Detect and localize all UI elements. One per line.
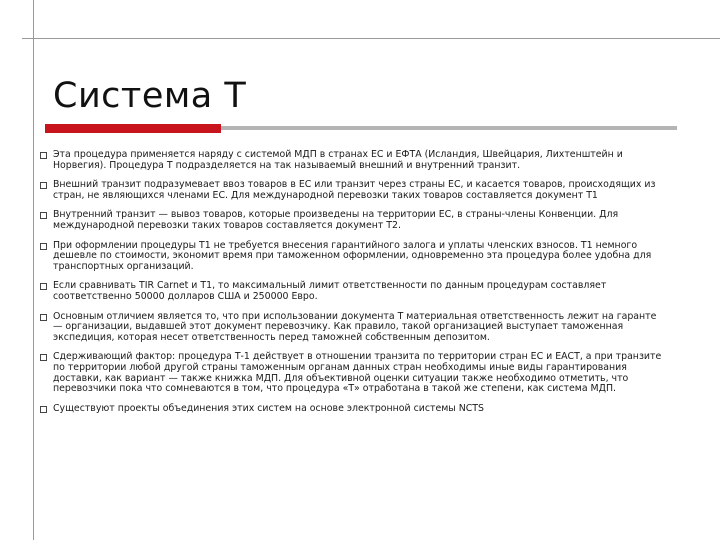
frame-vertical-line — [33, 0, 34, 540]
bullet-item — [40, 404, 668, 415]
bullet-item — [40, 281, 668, 302]
slide-title: Система Т — [53, 76, 247, 116]
square-bullet-icon — [40, 243, 47, 250]
frame-horizontal-line — [22, 38, 720, 39]
square-bullet-icon — [40, 212, 47, 219]
bullet-text: Внешний транзит подразумевает ввоз товаров в ЕС или транзит через страны ЕС, и касается товаров, происходящих из стран, не являющихся членами ЕС. Для международной перевозки таких товаров составляется документ Т1 — [53, 179, 656, 201]
square-bullet-icon — [40, 283, 47, 290]
title-underline-accent — [45, 124, 221, 133]
bullet-text: Если сравнивать TIR Carnet и Т1, то максимальный лимит ответственности по данным процедурам составляет соответственно 50000 долларов США и 250000 Евро. — [53, 280, 607, 302]
title-underline-rule — [221, 126, 677, 130]
bullet-text: Эта процедура применяется наряду с системой МДП в странах ЕС и ЕФТА (Исландия, Швейцария, Лихтенштейн и Норвегия). Процедура Т подразделяется на так называемый внешний и внутренний транзит. — [53, 149, 623, 171]
bullet-item — [40, 352, 668, 394]
bullet-text: Внутренний транзит — вывоз товаров, которые произведены на территории ЕС, в страны-члены Конвенции. Для международной перевозки таких товаров составляется документ Т2. — [53, 209, 619, 231]
bullet-text: Существуют проекты объединения этих систем на основе электронной системы NCTS — [53, 402, 484, 414]
bullet-text: Основным отличием является то, что при использовании документа Т материальная ответственность лежит на гаранте — организации, выдавшей этот документ перевозчику. Как правило, такой организацией выступает таможенная экспедиция, которая несет ответственность перед таможней собственным депозитом. — [53, 310, 657, 343]
square-bullet-icon — [40, 354, 47, 361]
bullet-item — [40, 210, 668, 231]
bullet-item — [40, 312, 668, 344]
square-bullet-icon — [40, 314, 47, 321]
square-bullet-icon — [40, 182, 47, 189]
bullet-item — [40, 150, 668, 171]
bullet-item — [40, 180, 668, 201]
bullet-text: Сдерживающий фактор: процедура Т-1 действует в отношении транзита по территории стран ЕС и ЕАСТ, а при транзите по территории любой другой страны таможенным органам данных стран необходимы иные виды гарантирования доставки, как вариант — также книжка МДП. Для объективной оценки ситуации также необходимо отметить, что перевозчики пока что сомневаются в том, что процедура «Т» отработана в такой же степени, как система МДП. — [53, 351, 662, 395]
square-bullet-icon — [40, 152, 47, 159]
bullet-list — [40, 150, 668, 423]
bullet-text: При оформлении процедуры Т1 не требуется внесения гарантийного залога и уплаты членских взносов. Т1 немного дешевле по стоимости, экономит время при таможенном оформлении, одновременно эта процедура более удобна для транспортных организаций. — [53, 239, 652, 272]
square-bullet-icon — [40, 406, 47, 413]
bullet-item — [40, 241, 668, 273]
